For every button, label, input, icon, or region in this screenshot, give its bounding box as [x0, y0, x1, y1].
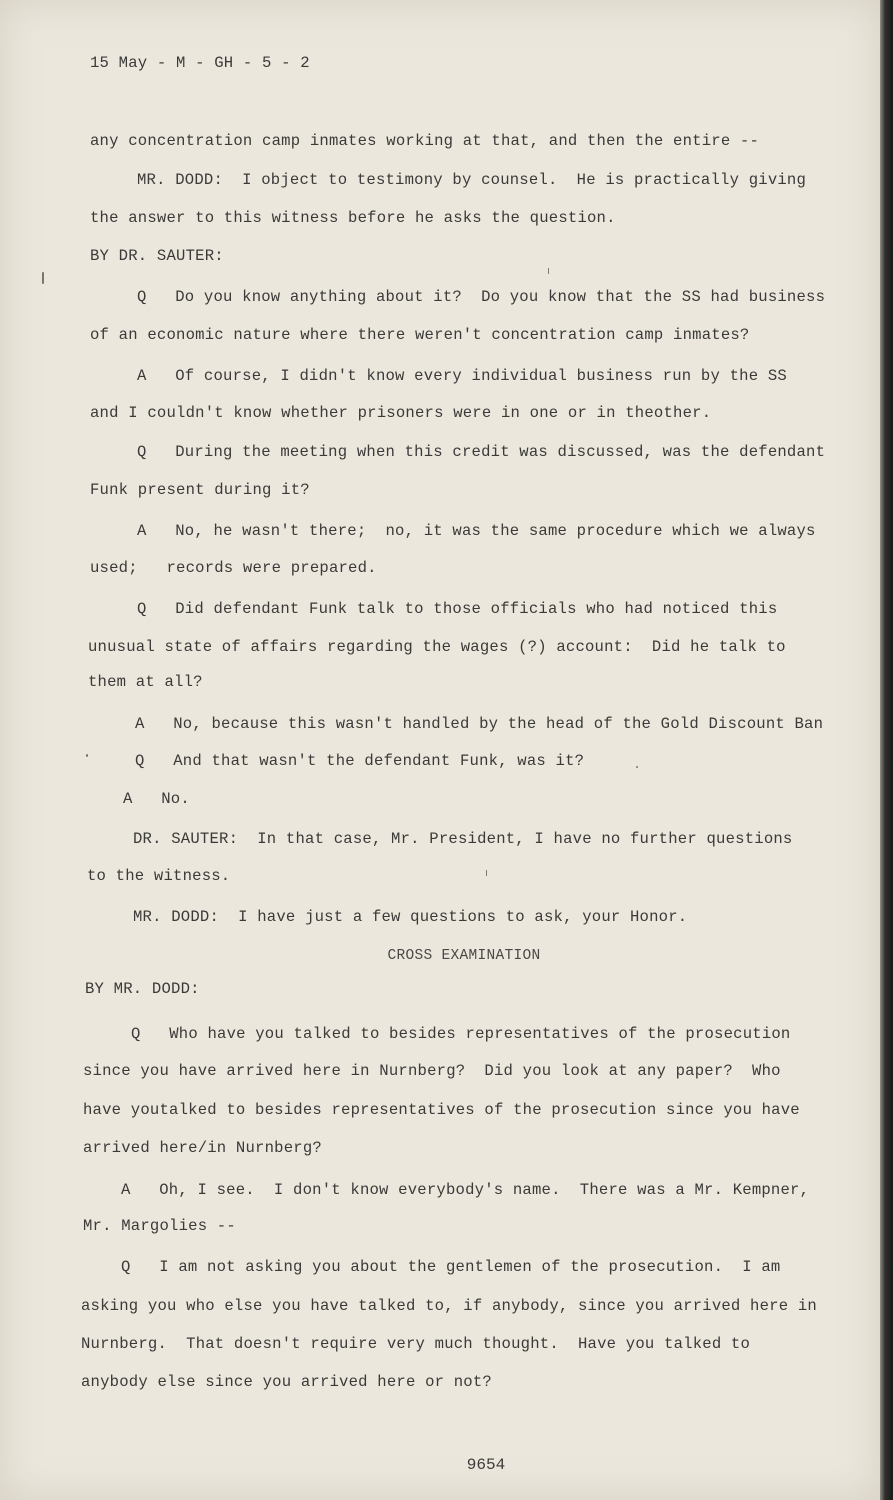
- paper-speck: [636, 766, 638, 768]
- transcript-line: used; records were prepared.: [90, 559, 377, 577]
- transcript-line: any concentration camp inmates working at that, and then the entire --: [90, 132, 760, 150]
- transcript-line: asking you who else you have talked to, if anybody, since you arrived here in: [81, 1297, 817, 1315]
- transcript-line: A No, because this wasn't handled by the head of the Gold Discount Ban: [135, 715, 824, 733]
- paper-speck: [42, 272, 44, 284]
- transcript-line: MR. DODD: I object to testimony by counsel. He is practically giving: [137, 171, 807, 189]
- paper-speck: [486, 870, 487, 876]
- transcript-line: Mr. Margolies --: [83, 1217, 236, 1235]
- transcript-line: A No, he wasn't there; no, it was the same procedure which we always: [137, 522, 816, 540]
- transcript-line: Nurnberg. That doesn't require very much thought. Have you talked to: [81, 1335, 751, 1353]
- transcript-line: anybody else since you arrived here or not?: [81, 1373, 492, 1391]
- page-number: 9654: [466, 1456, 506, 1474]
- transcript-line: them at all?: [88, 673, 203, 691]
- transcript-line: of an economic nature where there weren't concentration camp inmates?: [90, 326, 750, 344]
- speaker-heading: BY DR. SAUTER:: [90, 247, 224, 265]
- transcript-line: Q Who have you talked to besides representatives of the prosecution: [131, 1025, 791, 1043]
- transcript-line: the answer to this witness before he asks the question.: [90, 209, 616, 227]
- transcript-line: A No.: [123, 790, 190, 808]
- page-header: 15 May - M - GH - 5 - 2: [90, 54, 310, 72]
- transcript-line: have youtalked to besides representatives of the prosecution since you have: [83, 1101, 800, 1119]
- transcript-line: MR. DODD: I have just a few questions to ask, your Honor.: [133, 908, 688, 926]
- transcript-line: Q Do you know anything about it? Do you know that the SS had business: [137, 288, 826, 306]
- section-heading: CROSS EXAMINATION: [387, 948, 541, 964]
- transcript-line: arrived here/in Nurnberg?: [83, 1139, 322, 1157]
- transcript-line: Funk present during it?: [90, 481, 310, 499]
- transcript-line: A Of course, I didn't know every individual business run by the SS: [137, 367, 787, 385]
- transcript-line: unusual state of affairs regarding the wages (?) account: Did he talk to: [88, 638, 786, 656]
- speaker-heading: BY MR. DODD:: [85, 980, 200, 998]
- transcript-line: DR. SAUTER: In that case, Mr. President, I have no further questions: [133, 830, 793, 848]
- scan-edge: [880, 0, 893, 1500]
- transcript-line: Q I am not asking you about the gentlemen of the prosecution. I am: [121, 1258, 781, 1276]
- transcript-line: and I couldn't know whether prisoners were in one or in theother.: [90, 404, 712, 422]
- paper-speck: [548, 268, 549, 274]
- transcript-line: Q Did defendant Funk talk to those officials who had noticed this: [137, 600, 778, 618]
- transcript-line: to the witness.: [87, 867, 231, 885]
- transcript-line: Q And that wasn't the defendant Funk, was it?: [135, 752, 585, 770]
- paper-speck: [86, 754, 88, 757]
- transcript-line: since you have arrived here in Nurnberg? Did you look at any paper? Who: [83, 1062, 781, 1080]
- transcript-line: Q During the meeting when this credit was discussed, was the defendant: [137, 443, 826, 461]
- transcript-line: A Oh, I see. I don't know everybody's name. There was a Mr. Kempner,: [121, 1181, 810, 1199]
